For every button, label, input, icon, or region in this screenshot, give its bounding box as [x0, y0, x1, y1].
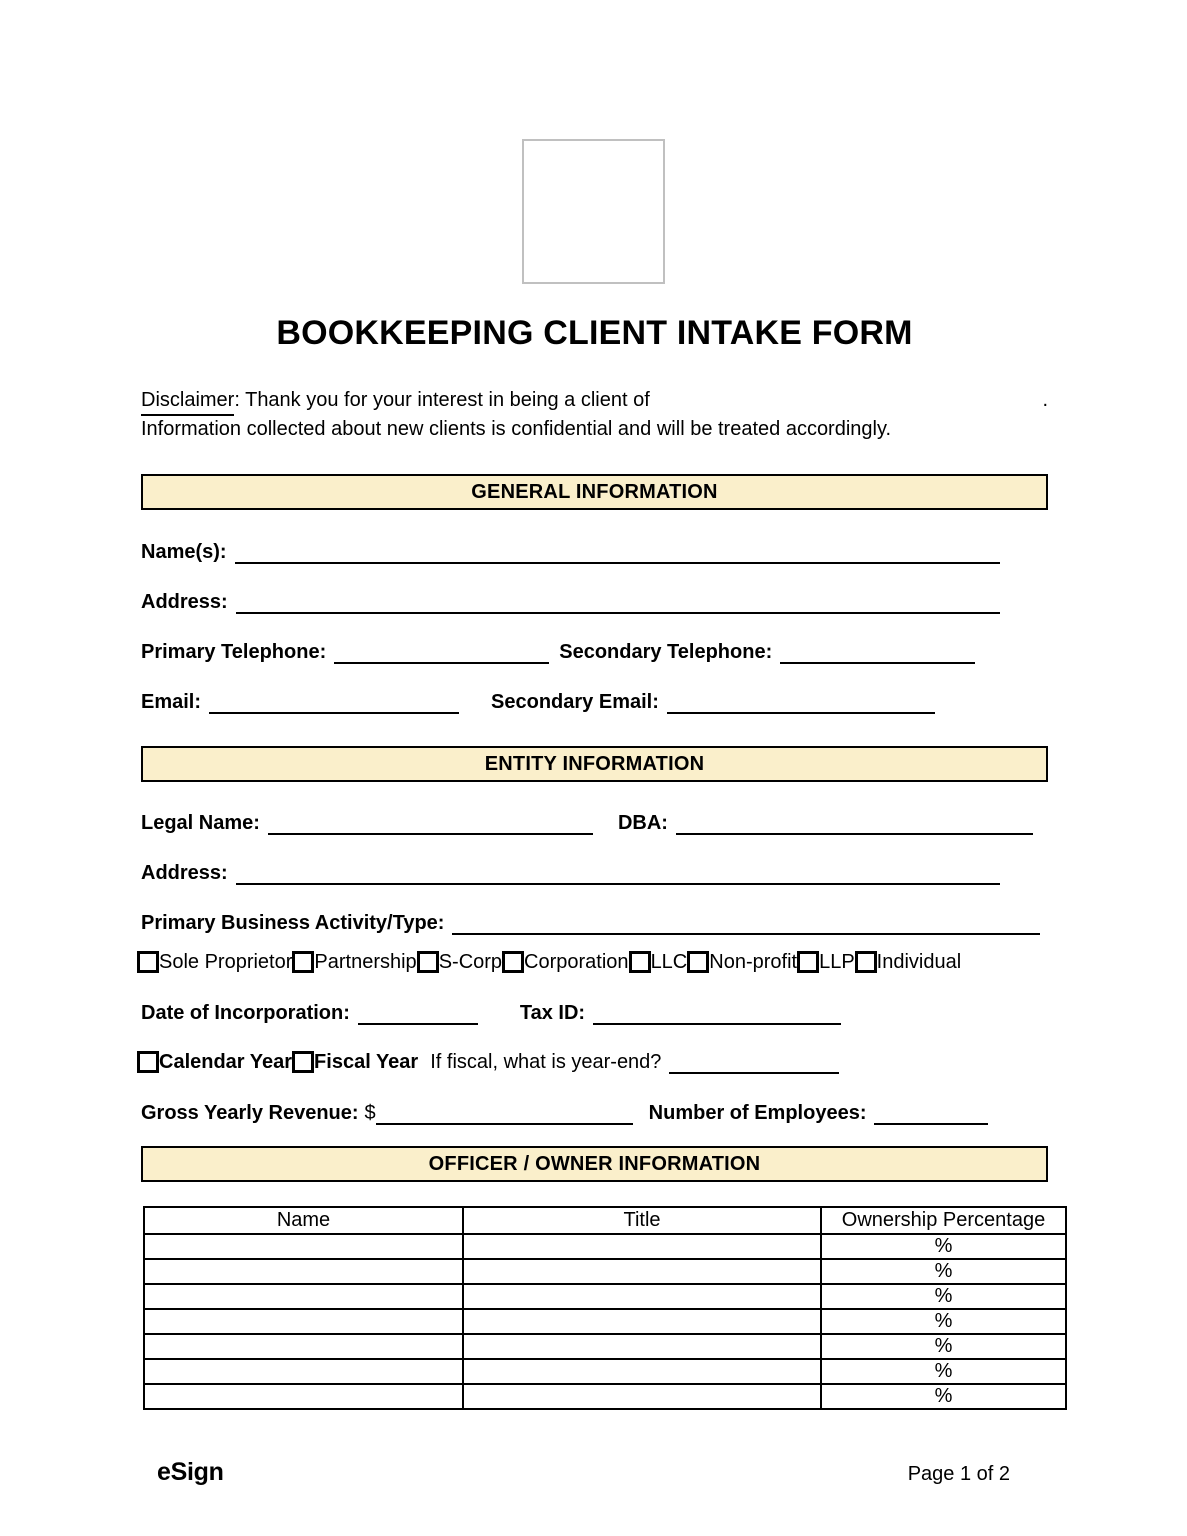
option-label-individual: Individual [876, 950, 962, 973]
checkbox-non-profit[interactable] [687, 951, 709, 973]
title-cell[interactable] [463, 1384, 821, 1409]
date-incorporation-label: Date of Incorporation: [141, 1002, 350, 1024]
tax-id-label: Tax ID: [519, 1002, 586, 1024]
title-cell[interactable] [463, 1334, 821, 1359]
names-row [141, 540, 1048, 564]
checkbox-individual[interactable] [855, 951, 877, 973]
ownership-percent-cell[interactable]: % [821, 1384, 1066, 1409]
title-cell[interactable] [463, 1359, 821, 1384]
telephone-row [141, 640, 1048, 664]
secondary-email-label: Secondary Email: [491, 691, 659, 713]
gross-revenue-label: Gross Yearly Revenue: [141, 1102, 359, 1124]
ownership-percent-cell[interactable]: % [821, 1284, 1066, 1309]
name-cell[interactable] [144, 1284, 463, 1309]
name-cell[interactable] [144, 1234, 463, 1259]
option-label-partnership: Partnership [314, 950, 417, 973]
page-number-label: Page 1 of 2 [907, 1463, 1010, 1485]
table-row [144, 1334, 1066, 1359]
business-activity-label: Primary Business Activity/Type: [141, 912, 445, 934]
table-row [144, 1284, 1066, 1309]
employees-label: Number of Employees: [648, 1102, 867, 1124]
business-activity-input-line[interactable] [452, 911, 1040, 935]
officer-owner-table [143, 1206, 1067, 1410]
entity-type-options [137, 949, 1048, 975]
officer-table-body [144, 1234, 1066, 1409]
email-input-line[interactable] [209, 690, 459, 714]
ownership-percent-cell[interactable]: % [821, 1234, 1066, 1259]
table-row [144, 1384, 1066, 1409]
checkbox-partnership[interactable] [292, 951, 314, 973]
disclaimer-period: . [1042, 389, 1048, 411]
ownership-percent-cell[interactable]: % [821, 1309, 1066, 1334]
page-footer [141, 1458, 1048, 1487]
checkbox-corporation[interactable] [502, 951, 524, 973]
year-type-options [137, 1051, 418, 1074]
esign-logo: eSign [157, 1458, 224, 1486]
name-cell[interactable] [144, 1334, 463, 1359]
form-title: BOOKKEEPING CLIENT INTAKE FORM [276, 314, 913, 352]
primary-phone-input-line[interactable] [334, 640, 549, 664]
secondary-phone-input-line[interactable] [780, 640, 975, 664]
currency-symbol: $ [364, 1102, 376, 1124]
revenue-row [141, 1101, 1048, 1125]
entity-address-input-line[interactable] [236, 861, 1000, 885]
secondary-phone-label: Secondary Telephone: [559, 641, 773, 663]
table-row [144, 1259, 1066, 1284]
checkbox-calendar-year[interactable] [137, 1051, 159, 1073]
disclaimer [141, 387, 1048, 443]
incorporation-row [141, 1001, 1048, 1025]
checkbox-llc[interactable] [629, 951, 651, 973]
title-cell[interactable] [463, 1309, 821, 1334]
title-cell[interactable] [463, 1234, 821, 1259]
primary-phone-label: Primary Telephone: [141, 641, 327, 663]
general-address-label: Address: [141, 591, 228, 613]
gross-revenue-input-line[interactable] [376, 1101, 633, 1125]
tax-id-input-line[interactable] [593, 1001, 841, 1025]
email-row [141, 690, 1048, 714]
ownership-percent-cell[interactable]: % [821, 1334, 1066, 1359]
name-cell[interactable] [144, 1359, 463, 1384]
email-label: Email: [141, 691, 202, 713]
name-cell[interactable] [144, 1259, 463, 1284]
logo-placeholder-box [522, 139, 665, 284]
disclaimer-text: : Thank you for your interest in being a client of [234, 389, 650, 411]
section-header-officer: OFFICER / OWNER INFORMATION [141, 1146, 1048, 1182]
year-type-row [137, 1049, 1048, 1075]
ownership-percent-cell[interactable]: % [821, 1259, 1066, 1284]
legal-name-row [141, 811, 1048, 835]
entity-address-row [141, 861, 1048, 885]
legal-name-label: Legal Name: [141, 812, 260, 834]
option-label-llp: LLP [819, 950, 855, 973]
title-cell[interactable] [463, 1284, 821, 1309]
section-header-general: GENERAL INFORMATION [141, 474, 1048, 510]
disclaimer-label: Disclaimer [141, 387, 234, 416]
fiscal-year-end-input-line[interactable] [669, 1050, 839, 1074]
disclaimer-line-1 [141, 387, 1048, 416]
checkbox-llp[interactable] [797, 951, 819, 973]
names-input-line[interactable] [235, 540, 1000, 564]
table-row [144, 1234, 1066, 1259]
ownership-percent-cell[interactable]: % [821, 1359, 1066, 1384]
checkbox-fiscal-year[interactable] [292, 1051, 314, 1073]
table-row [144, 1359, 1066, 1384]
fiscal-question: If fiscal, what is year-end? [430, 1050, 662, 1073]
column-header-ownership: Ownership Percentage [821, 1207, 1066, 1234]
option-label-calendar-year: Calendar Year [159, 1050, 293, 1073]
option-label-sole-proprietor: Sole Proprietor [159, 950, 293, 973]
legal-name-input-line[interactable] [268, 811, 593, 835]
option-label-fiscal-year: Fiscal Year [314, 1050, 419, 1073]
column-header-name: Name [144, 1207, 463, 1234]
option-label-s-corp: S-Corp [438, 950, 503, 973]
officer-table-head [144, 1207, 1066, 1234]
dba-label: DBA: [617, 812, 668, 834]
page-content [0, 314, 1187, 1487]
table-row [144, 1309, 1066, 1334]
dba-input-line[interactable] [676, 811, 1033, 835]
names-label: Name(s): [141, 541, 227, 563]
column-header-title: Title [463, 1207, 821, 1234]
option-label-corporation: Corporation [524, 950, 629, 973]
title-cell[interactable] [463, 1259, 821, 1284]
entity-address-label: Address: [141, 862, 228, 884]
name-cell[interactable] [144, 1384, 463, 1409]
checkbox-s-corp[interactable] [417, 951, 439, 973]
secondary-email-input-line[interactable] [667, 690, 935, 714]
name-cell[interactable] [144, 1309, 463, 1334]
employees-input-line[interactable] [874, 1101, 988, 1125]
general-address-row [141, 590, 1048, 614]
general-address-input-line[interactable] [236, 590, 1000, 614]
table-header-row [144, 1207, 1066, 1234]
date-incorporation-input-line[interactable] [358, 1001, 478, 1025]
checkbox-sole-proprietor[interactable] [137, 951, 159, 973]
disclaimer-line-2: Information collected about new clients is confidential and will be treated accordingly. [141, 418, 892, 440]
option-label-non-profit: Non-profit [709, 950, 798, 973]
section-header-entity: ENTITY INFORMATION [141, 746, 1048, 782]
option-label-llc: LLC [650, 950, 688, 973]
business-activity-row [141, 911, 1048, 935]
